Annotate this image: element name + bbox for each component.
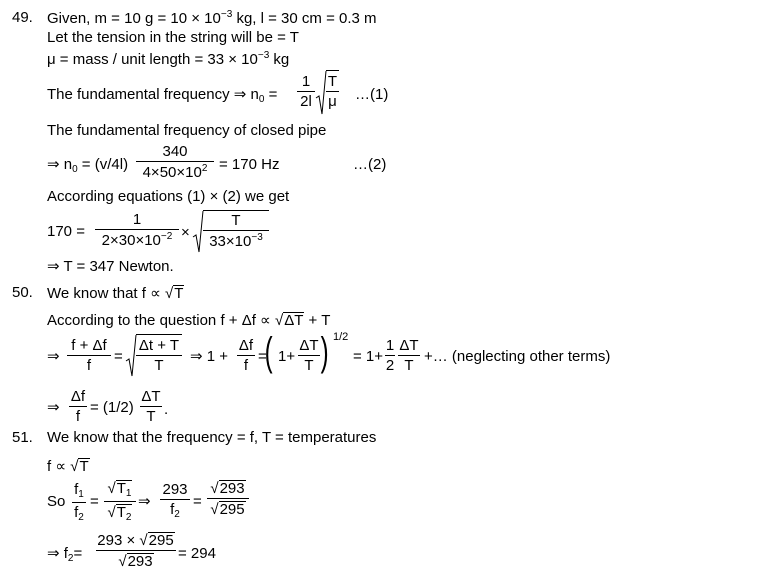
equals-sign: = [114,348,123,365]
problem-number: 49. [12,9,33,26]
fraction-sqrt293-over-sqrt295: √293 √295 [207,480,249,517]
problem-number: 51. [12,429,33,446]
equals-sign: = [90,493,99,510]
implies-arrow: ⇒ [47,348,60,365]
expand-one-plus: = 1+ [353,348,384,365]
fraction-one-half: 1 2 [385,337,395,374]
fraction-dT-over-T: ΔT T [399,337,419,374]
neglect-text: +… (neglecting other terms) [424,348,611,365]
fraction-t-over-33: T $33\times 10^{-3}$ [203,213,269,249]
implies-one-plus: ⇒ 1 + [190,348,229,365]
tension-result: ⇒ T = 347 Newton. [47,258,174,275]
closed-pipe-label: The fundamental frequency of closed pipe [47,122,327,139]
equation-tag-1: …(1) [355,86,389,103]
proportional-line: f ∝ √T [47,458,89,475]
f2-expression: ⇒ $f_2=$ [47,545,83,564]
so-label: So [47,493,66,510]
know-line: We know that f ∝ √T [47,285,184,302]
given-line: Given, m = 10 $g = 10 \times 10^{-3}$ kg, l = 30 cm = 0.3 m [47,9,377,27]
fraction-f1-over-f2: $f_1$ $f_2$ [72,482,86,523]
problem-number: 50. [12,284,33,301]
fraction-dt-plus-t: Δt + T T [136,338,182,373]
mu-line: μ = mass / unit length = $33 \times 10^{-3}$ kg [47,50,290,68]
period: . [164,401,169,418]
fraction-340: 340 $4\times 50\times 10^2$ [136,144,214,180]
n0-expression: ⇒ $n_0 = (v/4l)$ [47,156,129,175]
left-paren: ( [264,330,273,374]
times-sign: × [181,224,190,241]
fraction-dT-over-T: ΔT T [141,388,161,425]
question-line: According to the question f + Δf ∝ √ΔT + T [47,312,331,329]
fraction-sqrtT1-over-sqrtT2: $√T_1$ $√T_2$ [104,480,136,523]
half-factor: = (1/2) [90,399,134,416]
right-paren: ) [320,330,329,374]
according-line: According equations (1) × (2) we get [47,188,290,205]
implies-arrow: ⇒ [47,399,60,416]
know-line: We know that the frequency = f, T = temperatures [47,429,377,446]
fraction-df-over-f: Δf f [70,388,86,425]
fraction-dT-over-T: ΔT T [299,337,319,374]
equation-tag-2: …(2) [353,156,387,173]
fraction-df-over-f: Δf f [238,337,254,374]
implies-arrow: ⇒ [138,493,151,510]
fraction-t-over-mu: T μ [327,73,338,110]
eq3-lhs: 170 = [47,223,85,240]
fraction-1-over-2x30: 1 $2\times 30\times 10^{-2}$ [95,212,179,248]
equals-sign: = [258,348,267,365]
fraction-final: 293 × √295 √293 [96,532,176,569]
fraction-f-plus-df: f + Δf f [67,338,111,373]
equals-sign: = [193,493,202,510]
power-half: 1/2 [333,331,349,343]
fraction-293-over-f2: 293 $f_2$ [160,482,190,520]
tension-line: Let the tension in the string will be = T [47,29,299,46]
f2-result: = 294 [178,545,216,562]
fraction-1-over-2l: 1 2l [297,74,315,109]
one-plus: 1+ [278,348,296,365]
n0-result: = 170 Hz [219,156,280,173]
fundamental-frequency-label: The fundamental frequency ⇒ $n_0$ = [47,86,278,105]
